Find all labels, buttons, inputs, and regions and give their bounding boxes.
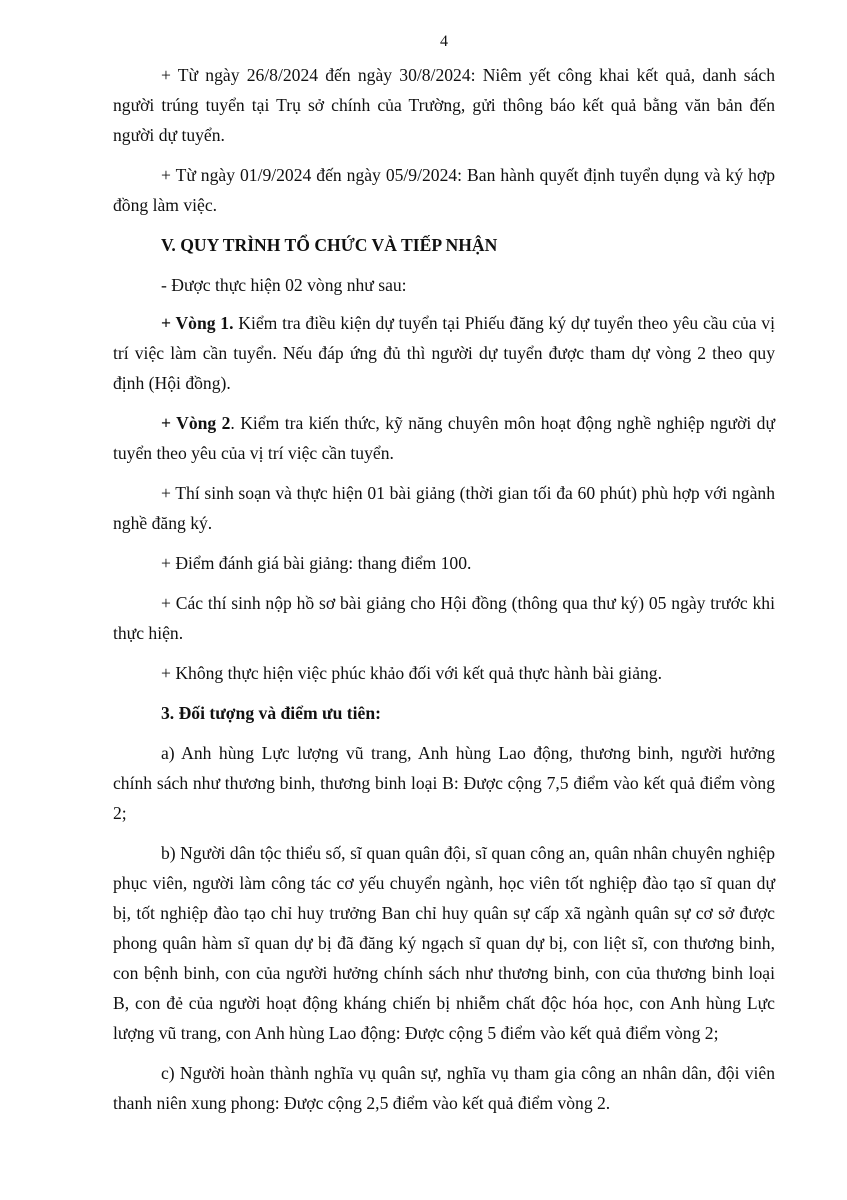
document-page [113,32,775,1128]
lecture-submission: + Các thí sinh nộp hồ sơ bài giảng cho Hội đồng (thông qua thư ký) 05 ngày trước khi thực hiện. [113,593,775,643]
priority-item-a: a) Anh hùng Lực lượng vũ trang, Anh hùng Lao động, thương binh, người hưởng chính sách như thương binh, thương binh loại B: Được cộng 7,5 điểm vào kết quả điểm vòng 2; [113,743,775,823]
page-number: 4 [440,33,448,50]
round-1-paragraph [113,308,775,398]
priority-item-b: b) Người dân tộc thiểu số, sĩ quan quân đội, sĩ quan công an, quân nhân chuyên nghiệp phục viên, người làm công tác cơ yếu chuyển ngành, học viên tốt nghiệp đào tạo sĩ quan dự bị, tốt nghiệp đào tạo chỉ huy trưởng Ban chỉ huy quân sự cấp xã ngành quân sự cơ sở được phong quân hàm sĩ quan dự bị đã đăng ký ngạch sĩ quan dự bị, con liệt sĩ, con thương binh, con bệnh binh, con của người hưởng chính sách như thương binh, con của thương binh loại B, con đẻ của người hoạt động kháng chiến bị nhiễm chất độc hóa học, con Anh hùng Lực lượng vũ trang, con Anh hùng Lao động: Được cộng 5 điểm vào kết quả điểm vòng 2; [113,843,775,1043]
schedule-item-decision: + Từ ngày 01/9/2024 đến ngày 05/9/2024: Ban hành quyết định tuyển dụng và ký hợp đồng làm việc. [113,165,775,215]
section-heading-3: 3. Đối tượng và điểm ưu tiên: [161,703,381,723]
no-appeal-note: + Không thực hiện việc phúc khảo đối với kết quả thực hành bài giảng. [161,663,662,683]
lecture-scoring: + Điểm đánh giá bài giảng: thang điểm 100. [161,553,472,573]
round-1-text: Kiểm tra điều kiện dự tuyển tại Phiếu đăng ký dự tuyển theo yêu cầu của vị trí việc làm cần tuyển. Nếu đáp ứng đủ thì người dự tuyển được tham dự vòng 2 theo quy định (Hội đồng). [113,313,775,393]
section-heading-v: V. QUY TRÌNH TỔ CHỨC VÀ TIẾP NHẬN [161,235,498,255]
round-2-paragraph [113,408,775,468]
round-1-label: + Vòng 1. [161,313,234,333]
schedule-item-results: + Từ ngày 26/8/2024 đến ngày 30/8/2024: Niêm yết công khai kết quả, danh sách người trúng tuyển tại Trụ sở chính của Trường, gửi thông báo kết quả bằng văn bản đến người dự tuyển. [113,65,775,145]
round-2-label: + Vòng 2 [161,413,231,433]
lecture-requirement: + Thí sinh soạn và thực hiện 01 bài giảng (thời gian tối đa 60 phút) phù hợp với ngành nghề đăng ký. [113,483,775,533]
round-2-text: . Kiểm tra kiến thức, kỹ năng chuyên môn hoạt động nghề nghiệp người dự tuyển theo yêu của vị trí việc cần tuyển. [113,413,776,463]
priority-item-c: c) Người hoàn thành nghĩa vụ quân sự, nghĩa vụ tham gia công an nhân dân, đội viên thanh niên xung phong: Được cộng 2,5 điểm vào kết quả điểm vòng 2. [113,1063,775,1113]
rounds-intro: - Được thực hiện 02 vòng như sau: [161,275,407,295]
